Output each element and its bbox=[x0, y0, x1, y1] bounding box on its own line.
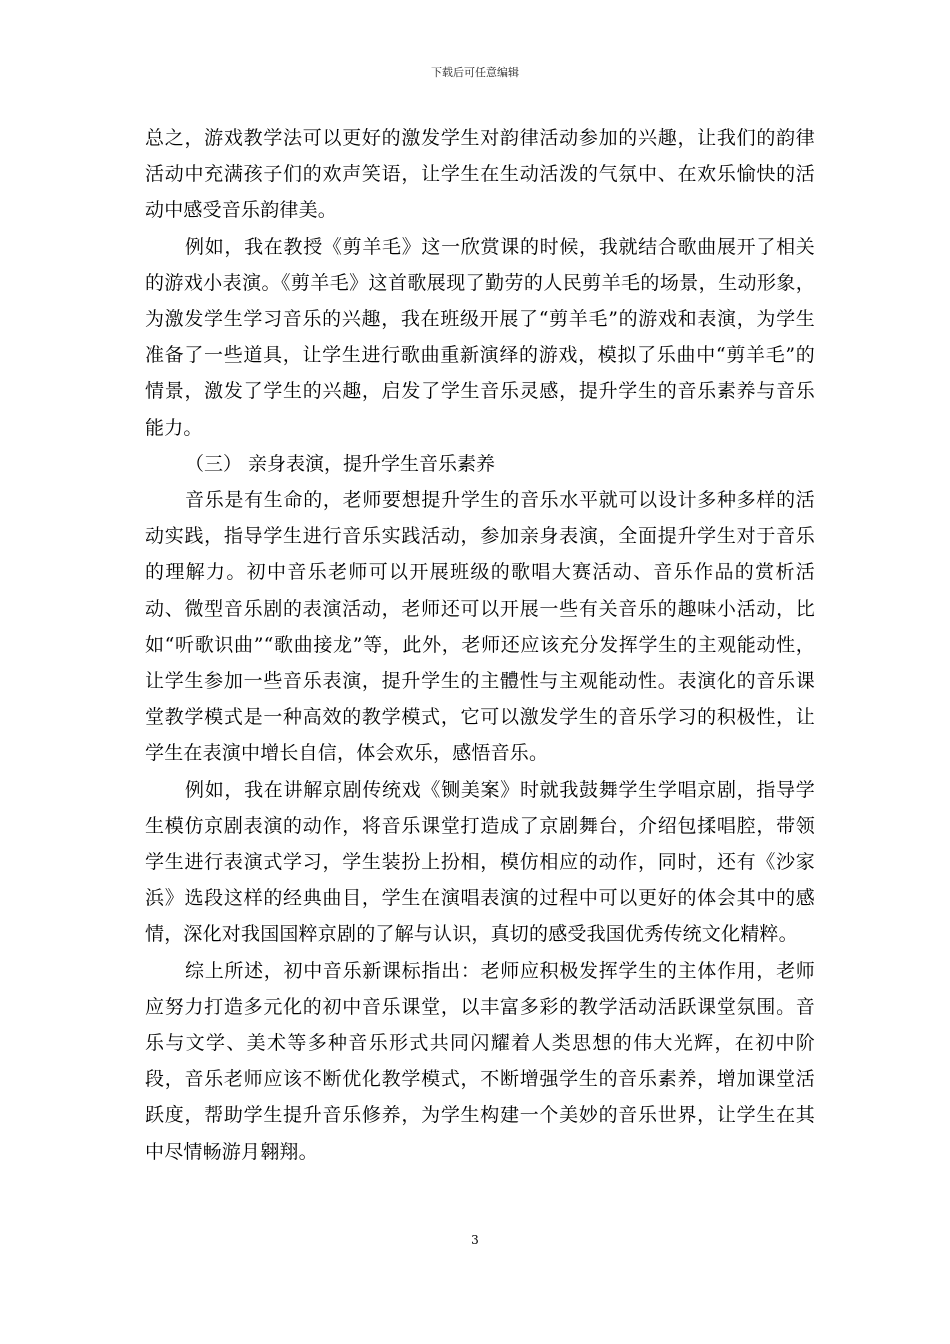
paragraph-example-sheep-shearing: 例如，我在教授《剪羊毛》这一欣赏课的时候，我就结合歌曲展开了相关的游戏小表演。《剪羊毛》这首歌展现了勤劳的人民剪羊毛的场景，生动形象，为激发学生学习音乐的兴趣，我在班级开展了“剪羊毛”的游戏和表演，为学生准备了一些道具，让学生进行歌曲重新演绎的游戏，模拟了乐曲中“剪羊毛”的情景，激发了学生的兴趣，启发了学生音乐灵感，提升学生的音乐素养与音乐能力。 bbox=[145, 235, 815, 439]
page-header: 下载后可任意编辑 bbox=[431, 66, 519, 79]
paragraph-conclusion: 综上所述，初中音乐新课标指出：老师应积极发挥学生的主体作用，老师应努力打造多元化的初中音乐课堂，以丰富多彩的教学活动活跃课堂氛围。音乐与文学、美术等多种音乐形式共同闪耀着人类思想的伟大光辉，在初中阶段，音乐老师应该不断优化教学模式，不断增强学生的音乐素养，增加课堂活跃度，帮助学生提升音乐修养，为学生构建一个美妙的音乐世界，让学生在其中尽情畅游月翱翔。 bbox=[145, 959, 815, 1163]
document-body bbox=[145, 120, 815, 1170]
page-number: 3 bbox=[471, 1233, 479, 1247]
paragraph-example-peking-opera: 例如，我在讲解京剧传统戏《铡美案》时就我鼓舞学生学唱京剧，指导学生模仿京剧表演的动作，将音乐课堂打造成了京剧舞台，介绍包揉唱腔，带领学生进行表演式学习，学生装扮上扮相，模仿相应的动作，同时，还有《沙家浜》选段这样的经典曲目，学生在演唱表演的过程中可以更好的体会其中的感情，深化对我国国粹京剧的了解与认识，真切的感受我国优秀传统文化精粹。 bbox=[145, 778, 815, 946]
paragraph-music-is-alive: 音乐是有生命的，老师要想提升学生的音乐水平就可以设计多种多样的活动实践，指导学生进行音乐实践活动，参加亲身表演，全面提升学生对于音乐的理解力。初中音乐老师可以开展班级的歌唱大赛活动、音乐作品的赏析活动、微型音乐剧的表演活动，老师还可以开展一些有关音乐的趣味小活动，比如“听歌识曲”“歌曲接龙”等，此外，老师还应该充分发挥学生的主观能动性，让学生参加一些音乐表演，提升学生的主體性与主观能动性。表演化的音乐课堂教学模式是一种高效的教学模式，它可以激发学生的音乐学习的积极性，让学生在表演中增长自信，体会欢乐，感悟音乐。 bbox=[145, 489, 815, 765]
paragraph-summary: 总之，游戏教学法可以更好的激发学生对韵律活动参加的兴趣，让我们的韵律活动中充满孩子们的欢声笑语，让学生在生动活泼的气氛中、在欢乐愉快的活动中感受音乐韵律美。 bbox=[145, 127, 815, 222]
section-heading: （三） 亲身表演，提升学生音乐素养 bbox=[185, 452, 496, 475]
